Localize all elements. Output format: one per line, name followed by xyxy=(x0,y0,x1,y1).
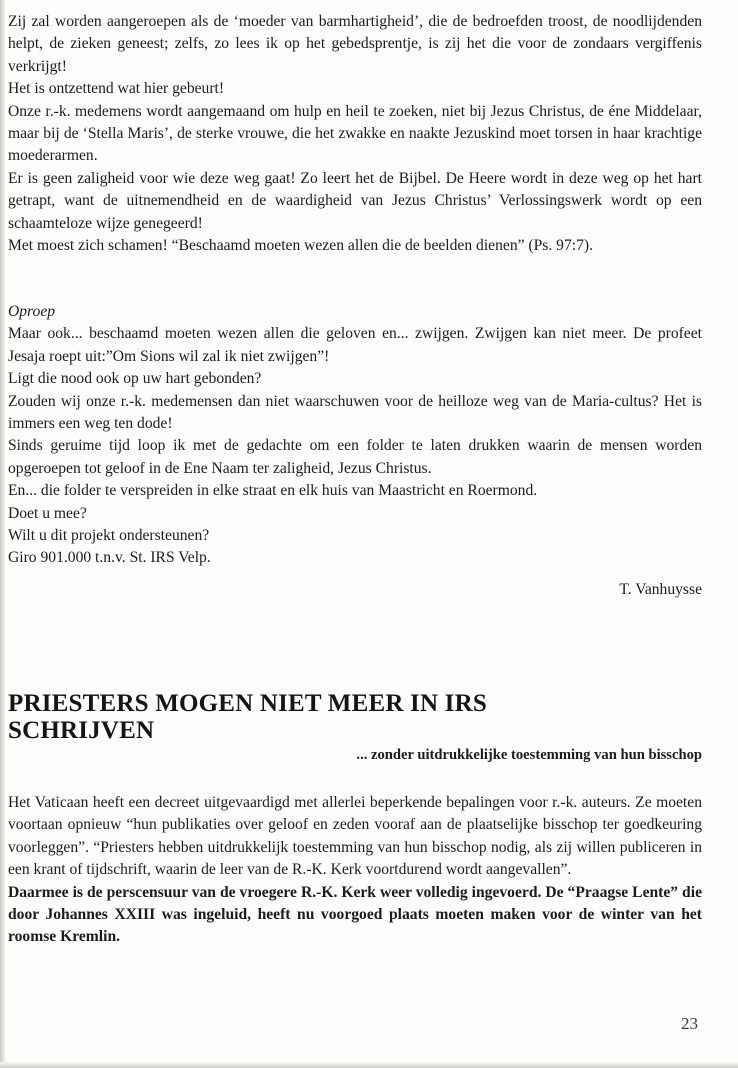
paragraph-giro: Giro 901.000 t.n.v. St. IRS Velp. xyxy=(8,549,211,567)
article-body-intro xyxy=(8,11,702,257)
paragraph-conclusion: Daarmee is de perscensuur van de vroegere R.-K. Kerk weer volledig ingevoerd. De “Praagse Lente” die door Johannes XXIII was ingeluid, heeft nu voorgoed plaats moeten maken voor de winter van het roomse Kremlin. xyxy=(8,883,702,946)
paragraph-doet-u-mee: Doet u mee? xyxy=(8,504,87,522)
article-headline xyxy=(8,690,708,744)
article-body-vaticaan xyxy=(8,792,702,949)
paragraph-ondersteunen: Wilt u dit projekt ondersteunen? xyxy=(8,527,210,545)
paragraph-stella-maris: Onze r.-k. medemens wordt aangemaand om hulp en heil te zoeken, niet bij Jezus Christus, de éne Middelaar, maar bij de ‘Stella Maris’, de sterke vrouwe, die het zwakke en naakte Jezuskind moet torsen in haar krachtige moederarmen. xyxy=(8,102,702,165)
paragraph-decreet: Het Vaticaan heeft een decreet uitgevaardigd met allerlei beperkende bepalingen voor r.-k. auteurs. Ze moeten voortaan opnieuw “hun publikaties over geloof en zeden vooraf aan de plaatselijke bisschop ter goedkeuring voorleggen”. “Priesters hebben uitdrukkelijk toestemming van hun bisschop nodig, als zij willen publiceren in een krant of tijdschrift, waarin de leer van de R.-K. Kerk voortdurend wordt aangevallen”. xyxy=(8,794,702,879)
article-body-oproep xyxy=(8,301,702,570)
page-bottom-edge xyxy=(0,1062,738,1068)
paragraph-schamen: Met moest zich schamen! “Beschaamd moeten wezen allen die de beelden dienen” (Ps. 97:7). xyxy=(8,237,593,255)
page-number: 23 xyxy=(681,1014,698,1033)
headline-line-2: SCHRIJVEN xyxy=(8,717,155,744)
paragraph-verspreiden: En... die folder te verspreiden in elke straat en elk huis van Maastricht en Roermond. xyxy=(8,482,538,500)
paragraph-moeder: Zij zal worden aangeroepen als de ‘moeder van barmhartigheid’, die de bedroefden troost, de noodlijdenden helpt, de zieken geneest; zelfs, zo lees ik op het gebedsprentje, is zij het die voor de zondaars vergiffenis verkrijgt! xyxy=(8,13,702,75)
paragraph-zaligheid: Er is geen zaligheid voor wie deze weg gaat! Zo leert het de Bijbel. De Heere wordt in deze weg op het hart getrapt, want de uitnemendheid en de waardigheid van Jezus Christus’ Verlossingswerk wordt op een schaamteloze wijze genegeerd! xyxy=(8,169,702,232)
oproep-heading: Oproep xyxy=(8,303,56,320)
page-binding-edge xyxy=(0,0,5,1068)
paragraph-folder: Sinds geruime tijd loop ik met de gedachte om een folder te laten drukken waarin de mensen worden opgeroepen tot geloof in de Ene Naam ter zaligheid, Jezus Christus. xyxy=(8,437,702,477)
paragraph-ontzettend: Het is ontzettend wat hier gebeurt! xyxy=(8,80,225,98)
paragraph-zwijgen: Maar ook... beschaamd moeten wezen allen die geloven en... zwijgen. Zwijgen kan niet meer. De profeet Jesaja roept uit:”Om Sions wil zal ik niet zwijgen”! xyxy=(8,325,702,365)
author-signature: T. Vanhuysse xyxy=(619,581,702,598)
article-subheadline: ... zonder uitdrukkelijke toestemming van hun bisschop xyxy=(356,747,702,763)
paragraph-waarschuwen: Zouden wij onze r.-k. medemensen dan niet waarschuwen voor de heilloze weg van de Maria-cultus? Het is immers een weg ten dode! xyxy=(8,392,702,433)
paragraph-nood: Ligt die nood ook op uw hart gebonden? xyxy=(8,370,262,388)
headline-line-1: PRIESTERS MOGEN NIET MEER IN IRS xyxy=(8,690,487,717)
